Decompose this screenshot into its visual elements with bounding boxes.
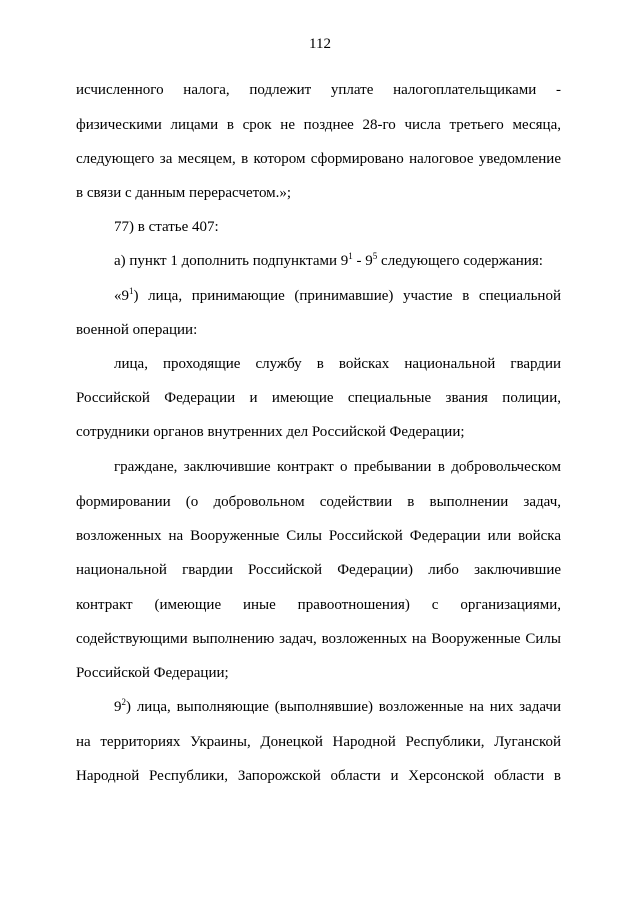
text-line: Народной Республики, Запорожской области и Херсонской области в [76, 768, 561, 784]
text-line [114, 252, 561, 270]
text-line: национальной гвардии Российской Федерации) либо заключившие [76, 562, 561, 578]
superscript: 5 [372, 251, 378, 261]
text-fragment: 9 [114, 699, 122, 715]
text-line: контракт (имеющие иные правоотношения) с организациями, [76, 597, 561, 613]
text-line: 77) в статье 407: [114, 219, 219, 235]
text-fragment: - 9 [352, 253, 373, 269]
text-line: исчисленного налога, подлежит уплате налогоплательщиками - [76, 82, 561, 98]
text-fragment: «9 [114, 288, 129, 304]
text-line: сотрудники органов внутренних дел Российской Федерации; [76, 424, 465, 440]
text-fragment: ) лица, выполняющие (выполнявшие) возложенные на них задачи [126, 699, 561, 715]
page-number: 112 [309, 36, 331, 52]
text-line: формировании (о добровольном содействии в выполнении задач, [76, 494, 561, 510]
superscript: 1 [129, 286, 134, 296]
text-fragment: следующего содержания: [377, 253, 543, 269]
text-line: следующего за месяцем, в котором сформировано налоговое уведомление [76, 151, 561, 167]
text-line: лица, проходящие службу в войсках национальной гвардии [114, 356, 561, 372]
text-line: на территориях Украины, Донецкой Народной Республики, Луганской [76, 734, 561, 750]
text-line: граждане, заключившие контракт о пребывании в добровольческом [114, 459, 561, 475]
text-line: в связи с данным перерасчетом.»; [76, 185, 292, 201]
text-line: Российской Федерации; [76, 665, 229, 681]
text-line [114, 287, 561, 305]
text-line: возложенных на Вооруженные Силы Российской Федерации или войска [76, 528, 561, 544]
superscript: 2 [121, 697, 126, 707]
text-fragment: а) пункт 1 дополнить подпунктами 9 [114, 253, 349, 269]
text-line [114, 698, 561, 716]
text-line: физическими лицами в срок не позднее 28-го числа третьего месяца, [76, 117, 561, 133]
text-line: содействующими выполнению задач, возложенных на Вооруженные Силы [76, 631, 561, 647]
superscript: 1 [348, 251, 353, 261]
text-fragment: ) лица, принимающие (принимавшие) участие в специальной [133, 288, 561, 304]
text-line: Российской Федерации и имеющие специальные звания полиции, [76, 390, 561, 406]
text-line: военной операции: [76, 322, 198, 338]
